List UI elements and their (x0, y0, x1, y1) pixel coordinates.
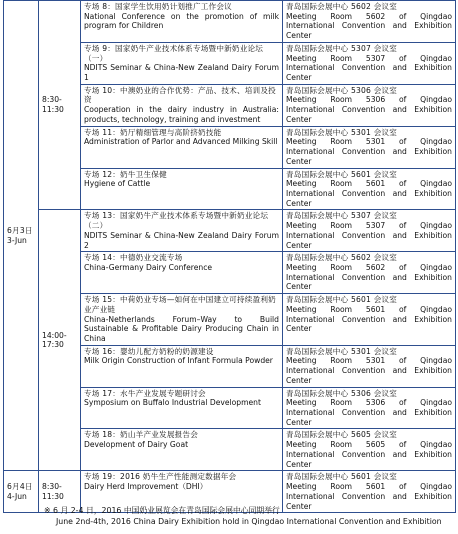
session-title-chinese: 专场 14：中德奶业交流专场 (84, 253, 183, 263)
session-title-chinese: 专场 10：中澳奶业的合作优势：产品、技术、培训及投资 (84, 85, 276, 105)
date-english: 3-Jun (7, 235, 27, 245)
footnote (44, 506, 454, 527)
session-title-chinese: 专场 18：奶山羊产业发展报告会 (84, 430, 198, 440)
session-cell (81, 42, 283, 84)
session-cell (81, 168, 283, 210)
venue-english: Meeting Room 5601 of Qingdao International Convention and Exhibition Center (286, 304, 452, 334)
venue-chinese: 青岛国际会展中心 5306 会议室 (286, 388, 398, 398)
venue-cell (283, 168, 456, 210)
session-title-chinese: 专场 17：水牛产业发展专题研讨会 (84, 388, 206, 398)
session-cell (81, 210, 283, 252)
session-title-chinese: 专场 9：国家奶牛产业技术体系专场暨中新奶业论坛（一） (84, 43, 264, 63)
venue-chinese: 青岛国际会展中心 5605 会议室 (286, 430, 398, 440)
session-title-english: NDITS Seminar & China-New Zealand Dairy Forum 1 (84, 63, 279, 83)
venue-cell (283, 126, 456, 168)
venue-chinese: 青岛国际会展中心 5601 会议室 (286, 169, 398, 179)
session-title-english: Cooperation in the dairy industry in Australia: products, technology, training and investment (84, 105, 279, 124)
session-title-english: NDITS Seminar & China-New Zealand Dairy Forum 2 (84, 230, 279, 250)
time-cell: 8:30-11:30 (39, 471, 81, 513)
session-title-chinese: 专场 8：国家学生饮用奶计划推广工作会议 (84, 2, 232, 11)
table-row (4, 210, 456, 252)
session-title-english: China-Germany Dairy Conference (84, 262, 213, 272)
venue-chinese: 青岛国际会展中心 5602 会议室 (286, 253, 398, 263)
venue-chinese: 青岛国际会展中心 5307 会议室 (286, 43, 398, 53)
date-cell (4, 1, 39, 471)
venue-cell (283, 84, 456, 126)
session-title-chinese: 专场 19：2016 奶牛生产性能测定数据年会 (84, 472, 237, 482)
session-cell (81, 429, 283, 471)
venue-english: Meeting Room 5307 of Qingdao International Convention and Exhibition Center (286, 221, 452, 250)
time-cell: 14:00-17:30 (39, 210, 81, 471)
venue-cell (283, 252, 456, 294)
venue-cell (283, 1, 456, 43)
session-cell (81, 84, 283, 126)
venue-english: Meeting Room 5306 of Qingdao International Convention and Exhibition Center (286, 95, 452, 124)
table-row (4, 1, 456, 43)
session-cell (81, 387, 283, 429)
venue-english: Meeting Room 5602 of Qingdao International Convention and Exhibition Center (286, 262, 452, 292)
venue-cell (283, 345, 456, 387)
session-cell (81, 252, 283, 294)
session-title-chinese: 专场 16：婴幼儿配方奶粉的奶源建设 (84, 346, 214, 356)
footnote-english: June 2nd-4th, 2016 China Dairy Exhibition hold in Qingdao International Convention and Exhibition (56, 516, 442, 526)
date-cell (4, 471, 39, 513)
date-chinese: 6月3日 (7, 225, 33, 235)
session-title-english: China-Netherlands Forum–Way to Build Sustainable & Profitable Dairy Producing Chain in China (84, 314, 279, 343)
session-title-english: Hygiene of Cattle (84, 179, 151, 189)
session-title-english: Milk Origin Construction of Infant Formula Powder (84, 356, 273, 366)
session-title-chinese: 专场 11：奶厅精细管理与高阶挤奶技能 (84, 127, 222, 137)
venue-english: Meeting Room 5306 of Qingdao International Convention and Exhibition Center (286, 398, 452, 427)
session-title-english: Development of Dairy Goat (84, 440, 189, 450)
venue-chinese: 青岛国际会展中心 5306 会议室 (286, 85, 398, 95)
session-title-english: Symposium on Buffalo Industrial Development (84, 398, 261, 408)
date-english: 4-Jun (7, 491, 27, 501)
venue-english: Meeting Room 5301 of Qingdao International Convention and Exhibition Center (286, 356, 452, 385)
venue-english: Meeting Room 5307 of Qingdao International Convention and Exhibition Center (286, 53, 452, 83)
session-cell (81, 294, 283, 346)
venue-cell (283, 429, 456, 471)
session-cell (81, 1, 283, 43)
session-title-english: Dairy Herd Improvement（DHI） (84, 482, 208, 492)
footnote-chinese: ※ 6 月 2-4 日，2016 中国奶业展览会在青岛国际会展中心同期举行 (44, 506, 280, 515)
session-title-chinese: 专场 13：国家奶牛产业技术体系专场暨中新奶业论坛（二） (84, 211, 269, 231)
venue-chinese: 青岛国际会展中心 5301 会议室 (286, 346, 398, 356)
venue-english: Meeting Room 5601 of Qingdao International Convention and Exhibition Center (286, 482, 452, 511)
session-title-english: National Conference on the promotion of milk program for Children (84, 11, 279, 31)
schedule-table (3, 0, 456, 513)
venue-english: Meeting Room 5601 of Qingdao International Convention and Exhibition Center (286, 179, 452, 208)
venue-chinese: 青岛国际会展中心 5601 会议室 (286, 472, 398, 482)
session-title-chinese: 专场 12：奶牛卫生保健 (84, 169, 167, 179)
session-cell (81, 345, 283, 387)
venue-cell (283, 210, 456, 252)
session-cell (81, 126, 283, 168)
venue-chinese: 青岛国际会展中心 5602 会议室 (286, 2, 398, 11)
venue-chinese: 青岛国际会展中心 5601 会议室 (286, 295, 398, 305)
date-chinese: 6月4日 (7, 482, 33, 492)
venue-chinese: 青岛国际会展中心 5307 会议室 (286, 211, 398, 221)
venue-cell (283, 42, 456, 84)
venue-chinese: 青岛国际会展中心 5301 会议室 (286, 127, 398, 137)
time-cell: 8:30-11:30 (39, 1, 81, 210)
venue-english: Meeting Room 5605 of Qingdao International Convention and Exhibition Center (286, 440, 452, 469)
session-title-chinese: 专场 15：中荷奶业专场—如何在中国建立可持续盈利奶业产业链 (84, 295, 276, 314)
venue-cell (283, 294, 456, 346)
venue-english: Meeting Room 5301 of Qingdao International Convention and Exhibition Center (286, 137, 452, 166)
venue-cell (283, 387, 456, 429)
session-title-english: Administration of Parlor and Advanced Milking Skill (84, 137, 278, 147)
venue-english: Meeting Room 5602 of Qingdao International Convention and Exhibition Center (286, 11, 452, 41)
